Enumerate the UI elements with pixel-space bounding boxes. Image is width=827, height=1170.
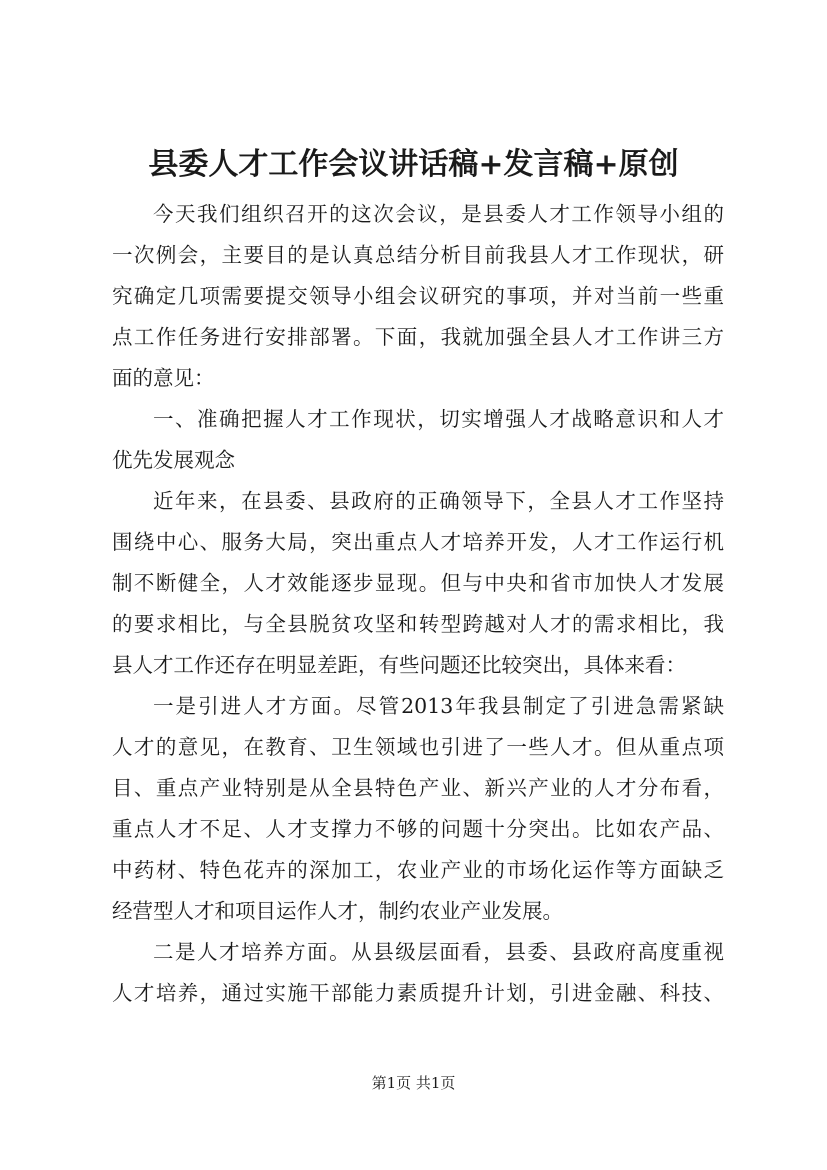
paragraph-line: 经营型人才和项目运作人才，制约农业产业发展。: [112, 899, 563, 923]
paragraph-line: 制不断健全，人才效能逐步显现。但与中央和省市加快人才发展: [112, 571, 724, 595]
paragraph-line: 二是人才培养方面。从县级层面看，县委、县政府高度重视: [153, 940, 724, 964]
paragraph-line: 近年来，在县委、县政府的正确领导下，全县人才工作坚持: [153, 489, 724, 513]
paragraph-line: 面的意见：: [112, 366, 215, 390]
paragraph-line: 点工作任务进行安排部署。下面，我就加强全县人才工作讲三方: [112, 325, 724, 349]
paragraph-line: 目、重点产业特别是从全县特色产业、新兴产业的人才分布看，: [112, 776, 724, 800]
paragraph-line: 一是引进人才方面。尽管2013年我县制定了引进急需紧缺: [153, 694, 724, 718]
section-heading-line: 一、准确把握人才工作现状，切实增强人才战略意识和人才: [153, 407, 724, 431]
paragraph-line: 的要求相比，与全县脱贫攻坚和转型跨越对人才的需求相比，我: [112, 612, 724, 636]
paragraph-line: 人才的意见，在教育、卫生领域也引进了一些人才。但从重点项: [112, 735, 724, 759]
paragraph-line: 今天我们组织召开的这次会议，是县委人才工作领导小组的: [153, 202, 724, 226]
document-title: 县委人才工作会议讲话稿+发言稿+原创: [148, 147, 679, 182]
paragraph-line: 重点人才不足、人才支撑力不够的问题十分突出。比如农产品、: [112, 817, 724, 841]
paragraph-line: 中药材、特色花卉的深加工，农业产业的市场化运作等方面缺乏: [112, 858, 724, 882]
paragraph-line: 围绕中心、服务大局，突出重点人才培养开发，人才工作运行机: [112, 530, 724, 554]
section-heading-line: 优先发展观念: [112, 448, 235, 472]
paragraph-line: 一次例会，主要目的是认真总结分析目前我县人才工作现状，研: [112, 243, 724, 267]
document-body: [112, 194, 724, 1014]
paragraph-line: 究确定几项需要提交领导小组会议研究的事项，并对当前一些重: [112, 284, 724, 308]
paragraph-line: 县人才工作还存在明显差距，有些问题还比较突出，具体来看：: [112, 653, 686, 677]
page-footer: 第1页 共1页: [371, 1074, 456, 1092]
paragraph-line: 人才培养，通过实施干部能力素质提升计划，引进金融、科技、: [112, 981, 724, 1005]
